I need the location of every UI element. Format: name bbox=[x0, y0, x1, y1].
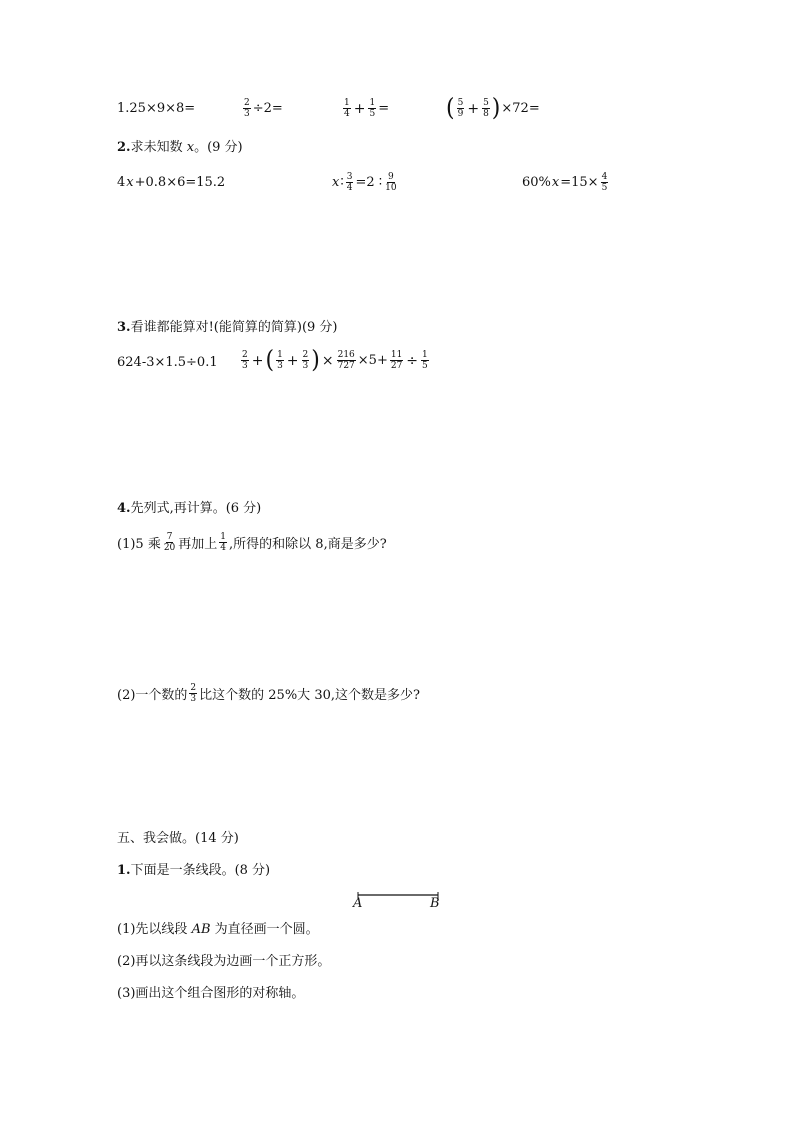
title-text: 下面是一条线段。(8 分) bbox=[130, 863, 271, 878]
numerator: 1 bbox=[277, 350, 283, 360]
plus-sign: + bbox=[353, 100, 366, 117]
numerator: 4 bbox=[601, 172, 608, 182]
numerator: 1 bbox=[422, 350, 428, 360]
fraction bbox=[189, 683, 197, 704]
question-4-title bbox=[117, 500, 261, 518]
numerator: 2 bbox=[244, 98, 250, 108]
text: ,所得的和除以 8,商是多少? bbox=[229, 537, 387, 552]
numerator: 7 bbox=[166, 532, 173, 542]
denominator: 9 bbox=[457, 109, 464, 119]
denominator: 4 bbox=[346, 183, 353, 193]
denominator: 4 bbox=[220, 543, 227, 553]
denominator: 4 bbox=[344, 109, 350, 119]
denominator: 3 bbox=[277, 361, 283, 371]
text: 再加上 bbox=[178, 537, 218, 552]
plus-sign: + bbox=[467, 100, 480, 117]
fraction bbox=[163, 532, 176, 553]
numerator: 2 bbox=[190, 683, 197, 693]
fraction bbox=[337, 350, 356, 371]
question-number: 1. bbox=[117, 863, 131, 878]
text: 为直径画一个圆。 bbox=[210, 922, 319, 937]
title-text: 看谁都能算对!(能简算的简算)(9 分) bbox=[130, 320, 338, 335]
equals-sign: = bbox=[378, 101, 390, 116]
denominator: 20 bbox=[163, 543, 176, 553]
denominator: 5 bbox=[422, 361, 428, 371]
expr-text: 624-3×1.5÷0.1 bbox=[117, 355, 218, 370]
question-4-part-1 bbox=[117, 532, 387, 553]
title-text: 。(9 分) bbox=[194, 140, 243, 155]
text: (1)5 乘 bbox=[117, 537, 161, 552]
instruction-1 bbox=[117, 921, 319, 939]
label-b: B bbox=[430, 896, 440, 911]
numerator: 3 bbox=[346, 172, 353, 182]
fraction bbox=[276, 350, 284, 371]
expr-text: ×5+ bbox=[357, 353, 388, 368]
fraction bbox=[457, 98, 465, 119]
fraction bbox=[343, 98, 351, 119]
question-4-part-2 bbox=[117, 683, 420, 704]
title-text: 先列式,再计算。(6 分) bbox=[130, 501, 262, 516]
denominator: 8 bbox=[483, 109, 489, 119]
denominator: 3 bbox=[190, 694, 197, 704]
text: (2)一个数的 bbox=[117, 688, 188, 703]
section-5-title bbox=[117, 830, 239, 848]
numerator: 2 bbox=[242, 350, 248, 360]
question-number: 4. bbox=[117, 501, 131, 516]
fraction bbox=[421, 350, 429, 371]
variable: x bbox=[332, 175, 340, 190]
expr-text: +0.8×6=15.2 bbox=[134, 175, 226, 190]
denominator: 3 bbox=[242, 361, 248, 371]
plus-sign: + bbox=[286, 352, 299, 369]
expr-1-2 bbox=[242, 98, 283, 119]
expr-3-2 bbox=[240, 346, 430, 374]
expr-text: ÷2= bbox=[252, 101, 283, 116]
variable: x bbox=[186, 140, 195, 155]
label-a: A bbox=[353, 896, 363, 911]
title-text: 求未知数 bbox=[130, 140, 187, 155]
variable: x bbox=[551, 175, 560, 190]
numerator: 5 bbox=[457, 98, 464, 108]
expr-text: 4 bbox=[117, 175, 126, 190]
divide-sign: ÷ bbox=[406, 352, 419, 369]
fraction bbox=[384, 172, 397, 193]
times-sign: × bbox=[321, 352, 334, 369]
denominator: 5 bbox=[601, 183, 608, 193]
numerator: 9 bbox=[388, 172, 394, 182]
text: 比这个数的 25%大 30,这个数是多少? bbox=[199, 688, 420, 703]
fraction bbox=[390, 350, 403, 371]
fraction bbox=[302, 350, 310, 371]
fraction bbox=[346, 172, 354, 193]
fraction bbox=[601, 172, 609, 193]
expr-text: =2 ∶ bbox=[355, 175, 383, 190]
numerator: 1 bbox=[369, 98, 376, 108]
fraction bbox=[241, 350, 249, 371]
denominator: 10 bbox=[385, 183, 397, 193]
numerator: 1 bbox=[344, 98, 350, 108]
expr-text: ×72= bbox=[501, 101, 540, 116]
title-text: 五、我会做。(14 分) bbox=[117, 831, 239, 846]
denominator: 727 bbox=[337, 361, 355, 371]
variable: x bbox=[126, 175, 134, 190]
fraction bbox=[243, 98, 251, 119]
ratio-sign: ∶ bbox=[340, 175, 344, 190]
section-5-question-1-title bbox=[117, 862, 270, 880]
instruction-3: (3)画出这个组合图形的对称轴。 bbox=[117, 986, 305, 1001]
equation-2-1 bbox=[117, 175, 225, 190]
expr-text: 60% bbox=[522, 175, 551, 190]
expr-1-3 bbox=[342, 98, 389, 119]
numerator: 1 bbox=[220, 532, 227, 542]
numerator: 216 bbox=[337, 350, 355, 360]
denominator: 5 bbox=[369, 109, 376, 119]
left-paren: ( bbox=[265, 346, 275, 374]
right-paren: ) bbox=[311, 346, 320, 374]
left-paren: ( bbox=[446, 94, 455, 122]
fraction bbox=[482, 98, 490, 119]
expr-text: =15× bbox=[560, 175, 599, 190]
right-paren: ) bbox=[491, 94, 501, 122]
denominator: 3 bbox=[244, 109, 250, 119]
question-number: 2. bbox=[117, 140, 131, 155]
expr-3-1 bbox=[117, 355, 218, 370]
fraction bbox=[368, 98, 376, 119]
equation-2-2 bbox=[332, 172, 399, 193]
plus-sign: + bbox=[251, 352, 264, 369]
question-2-title bbox=[117, 139, 243, 157]
question-number: 3. bbox=[117, 320, 131, 335]
numerator: 5 bbox=[483, 98, 489, 108]
variable: AB bbox=[191, 922, 211, 937]
fraction bbox=[219, 532, 227, 553]
numerator: 11 bbox=[390, 350, 403, 360]
denominator: 27 bbox=[390, 361, 403, 371]
expr-text: 1.25×9×8= bbox=[117, 101, 196, 116]
expr-1-4 bbox=[446, 94, 540, 122]
equation-2-3 bbox=[522, 172, 609, 193]
numerator: 2 bbox=[302, 350, 309, 360]
text: (1)先以线段 bbox=[117, 922, 192, 937]
expr-1-1 bbox=[117, 101, 195, 116]
instruction-2: (2)再以这条线段为边画一个正方形。 bbox=[117, 954, 331, 969]
denominator: 3 bbox=[302, 361, 309, 371]
question-3-title bbox=[117, 319, 338, 337]
